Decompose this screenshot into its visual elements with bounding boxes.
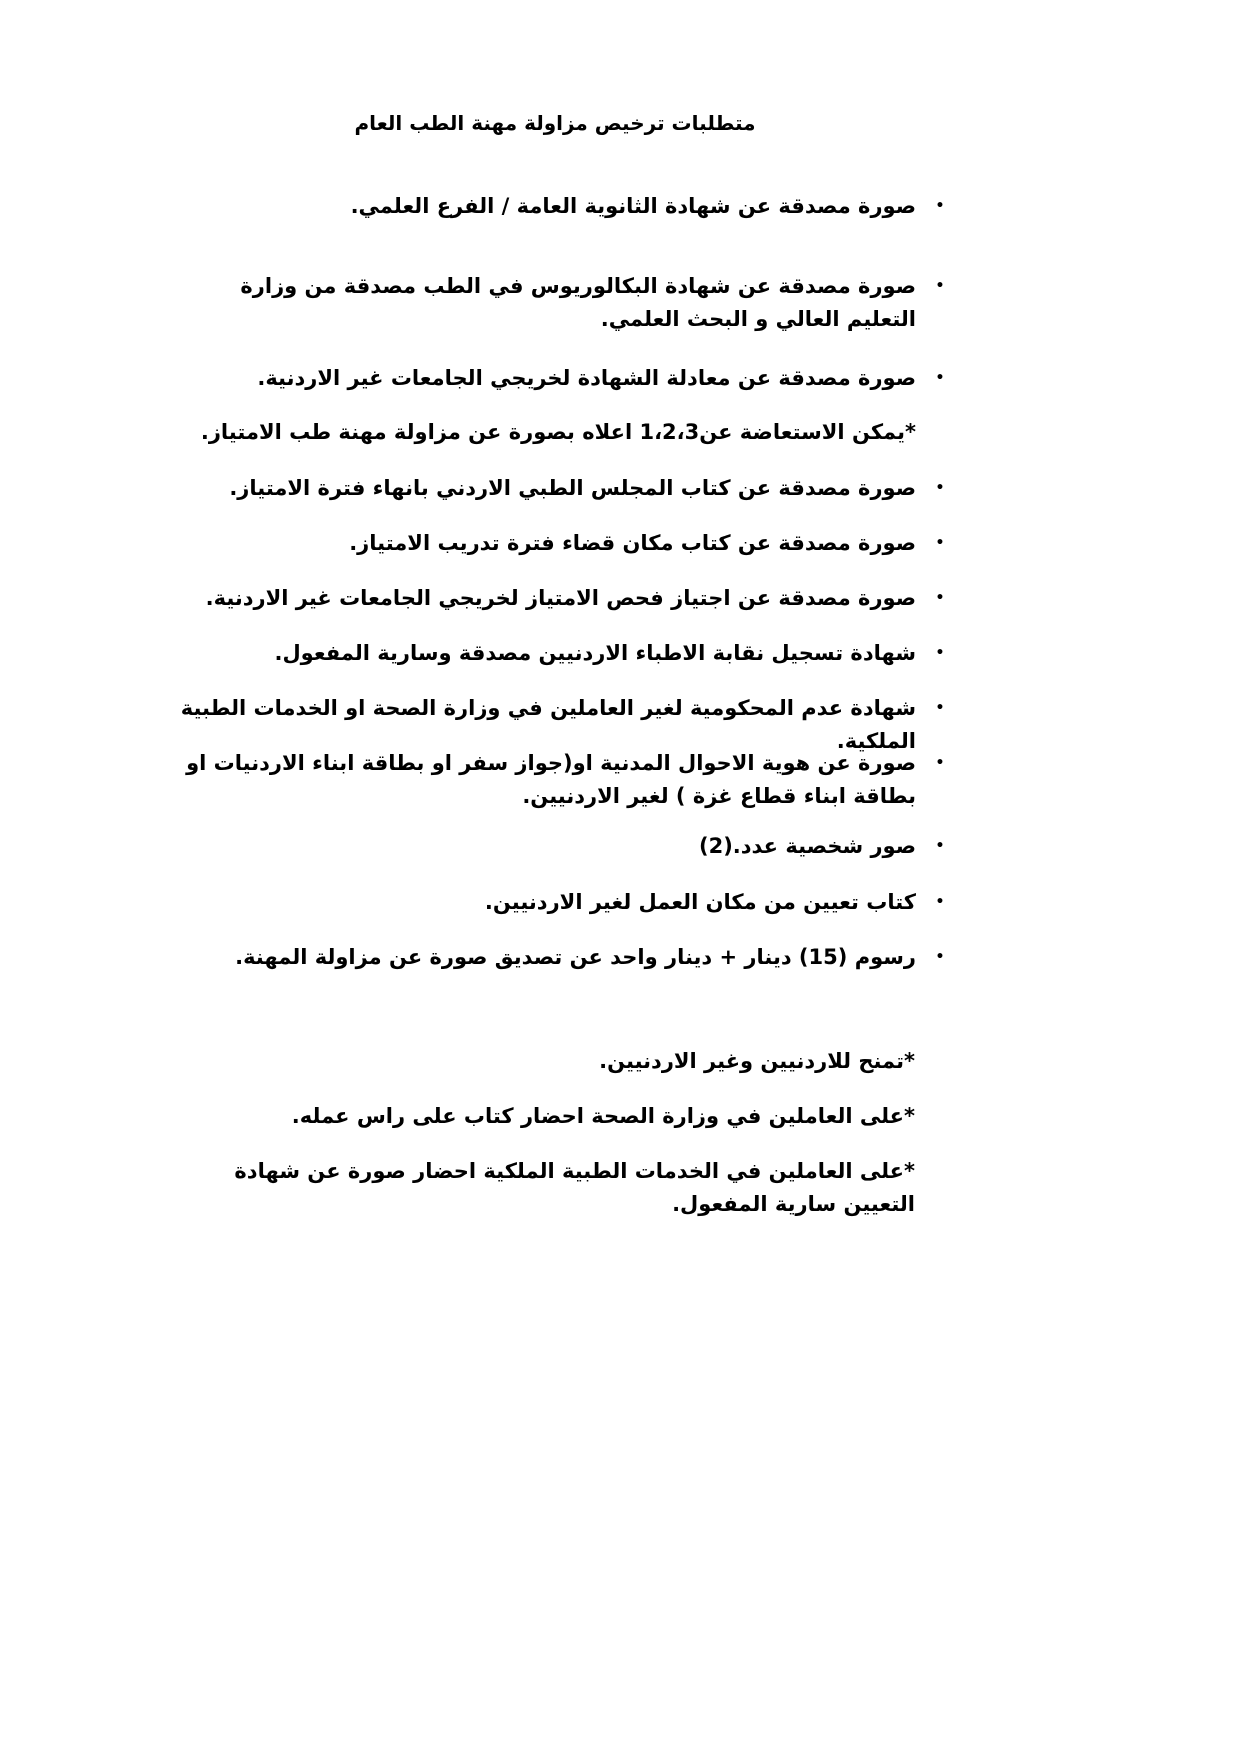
requirement-text: شهادة عدم المحكومية لغير العاملين في وزارة الصحة او الخدمات الطبية الملكية. — [180, 696, 916, 753]
document-title: متطلبات ترخيص مزاولة مهنة الطب العام — [354, 111, 756, 135]
requirement-item — [180, 472, 950, 505]
bullet-icon: • — [935, 645, 945, 661]
bullet-icon: • — [935, 278, 945, 294]
note-item — [195, 1155, 915, 1221]
note-text: *على العاملين في الخدمات الطبية الملكية احضار صورة عن شهادة التعيين سارية المفعول. — [234, 1159, 915, 1216]
requirement-text: رسوم (15) دينار + دينار واحد عن تصديق صورة عن مزاولة المهنة. — [235, 945, 916, 969]
bullet-icon: • — [935, 894, 945, 910]
bullet-icon: • — [935, 535, 945, 551]
note-item — [195, 1100, 915, 1133]
bullet-icon: • — [935, 755, 945, 771]
requirement-item — [180, 527, 950, 560]
requirement-text: شهادة تسجيل نقابة الاطباء الاردنيين مصدقة وسارية المفعول. — [274, 641, 916, 665]
requirement-item — [180, 637, 950, 670]
bullet-icon: • — [935, 480, 945, 496]
requirement-item — [180, 747, 950, 813]
bullet-icon: • — [935, 590, 945, 606]
requirement-item — [180, 582, 950, 615]
bullet-icon: • — [935, 198, 945, 214]
requirement-item — [180, 190, 950, 223]
requirement-text: صورة مصدقة عن شهادة الثانوية العامة / الفرع العلمي. — [350, 194, 916, 218]
requirement-text: صورة مصدقة عن معادلة الشهادة لخريجي الجامعات غير الاردنية. — [257, 366, 916, 390]
note-item — [195, 1045, 915, 1078]
requirement-text: كتاب تعيين من مكان العمل لغير الاردنيين. — [484, 890, 916, 914]
requirement-item — [180, 830, 950, 863]
requirement-text: صور شخصية عدد.(2) — [698, 834, 916, 858]
note-text: *تمنح للاردنيين وغير الاردنيين. — [599, 1049, 915, 1073]
bullet-icon: • — [935, 370, 945, 386]
requirement-text: صورة مصدقة عن شهادة البكالوريوس في الطب مصدقة من وزارة التعليم العالي و البحث العلمي. — [240, 274, 916, 331]
requirement-item — [180, 941, 950, 974]
requirement-item — [180, 886, 950, 919]
note-text: *على العاملين في وزارة الصحة احضار كتاب على راس عمله. — [291, 1104, 915, 1128]
substitution-note-text: *يمكن الاستعاضة عن1،2،3 اعلاه بصورة عن مزاولة مهنة طب الامتياز. — [200, 420, 916, 444]
requirement-text: صورة مصدقة عن كتاب مكان قضاء فترة تدريب الامتياز. — [349, 531, 916, 555]
requirement-text: صورة مصدقة عن كتاب المجلس الطبي الاردني بانهاء فترة الامتياز. — [229, 476, 916, 500]
requirement-item — [180, 362, 950, 395]
bullet-icon: • — [935, 838, 945, 854]
substitution-note — [180, 416, 950, 449]
bullet-icon: • — [935, 949, 945, 965]
requirement-item — [180, 270, 950, 336]
bullet-icon: • — [935, 700, 945, 716]
requirement-text: صورة عن هوية الاحوال المدنية او(جواز سفر او بطاقة ابناء الاردنيات او بطاقة ابناء قطاع غزة ) لغير الاردنيين. — [186, 751, 916, 808]
requirement-text: صورة مصدقة عن اجتياز فحص الامتياز لخريجي الجامعات غير الاردنية. — [205, 586, 916, 610]
